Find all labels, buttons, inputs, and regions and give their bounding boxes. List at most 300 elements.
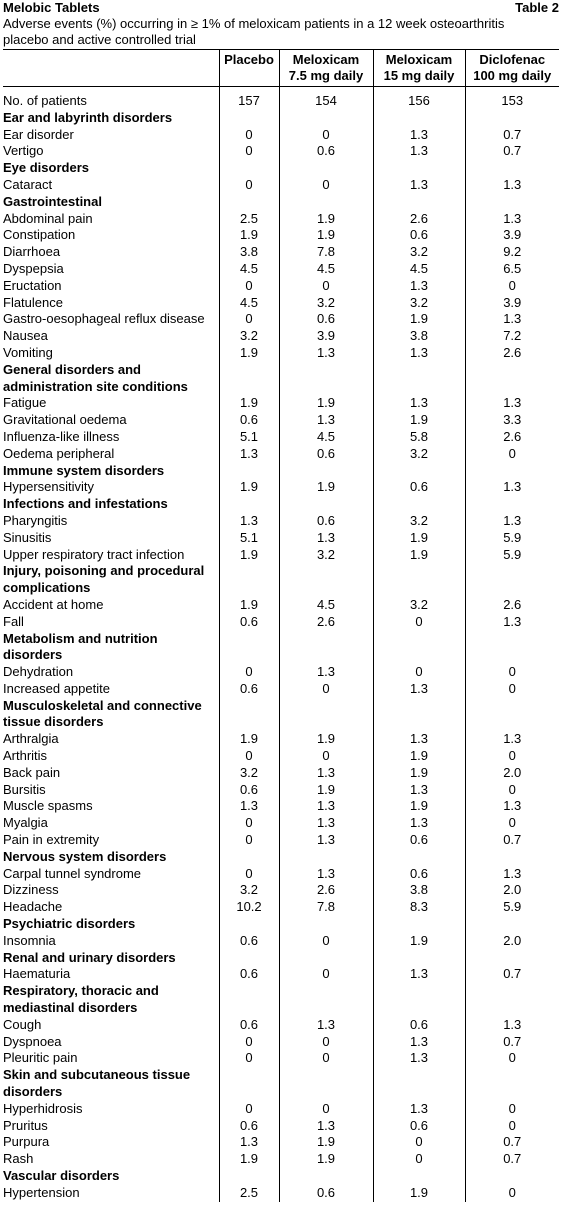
- value-cell: 1.3: [279, 815, 373, 832]
- column-header-line: 15 mg daily: [383, 68, 455, 83]
- value-cell: 2.5: [219, 1185, 279, 1202]
- value-cell: [219, 631, 279, 665]
- value-cell: [465, 194, 559, 211]
- value-cell: [373, 563, 465, 597]
- row-label: Ear disorder: [3, 126, 74, 142]
- value-cell: 1.9: [279, 1151, 373, 1168]
- row-label: Upper respiratory tract infection: [3, 546, 185, 562]
- category-row: [3, 496, 559, 513]
- value-cell: 0: [373, 1134, 465, 1151]
- category-row: [3, 950, 559, 967]
- value-cell: 3.2: [219, 328, 279, 345]
- table-row: [3, 933, 559, 950]
- value-cell: [465, 1168, 559, 1185]
- row-label: Insomnia: [3, 932, 56, 948]
- value-cell: 1.3: [373, 1050, 465, 1067]
- value-cell: 1.9: [279, 1134, 373, 1151]
- category-row: [3, 563, 559, 597]
- value-cell: 1.3: [373, 278, 465, 295]
- caption-line: Adverse events (%) occurring in ≥ 1% of meloxicam patients in a 12 week osteoarthritis: [3, 16, 505, 31]
- value-cell: 3.8: [219, 244, 279, 261]
- value-cell: 1.3: [465, 866, 559, 883]
- row-label: Gastro-oesophageal reflux disease: [3, 311, 205, 327]
- value-cell: 0: [279, 1101, 373, 1118]
- page-header: [3, 0, 559, 16]
- value-cell: 2.0: [465, 933, 559, 950]
- value-cell: 0.7: [465, 143, 559, 160]
- category-label: Ear and labyrinth disorders: [3, 109, 173, 125]
- value-cell: 0.6: [373, 1017, 465, 1034]
- value-cell: 1.3: [373, 681, 465, 698]
- table-row: [3, 664, 559, 681]
- value-cell: 3.2: [373, 295, 465, 312]
- value-cell: [219, 1067, 279, 1101]
- value-cell: 0: [219, 1050, 279, 1067]
- value-cell: [373, 194, 465, 211]
- value-cell: 2.6: [465, 597, 559, 614]
- table-row: [3, 311, 559, 328]
- table-row: [3, 832, 559, 849]
- row-label: Dyspepsia: [3, 260, 64, 276]
- value-cell: 0.6: [279, 513, 373, 530]
- value-cell: [219, 110, 279, 127]
- value-cell: 0.6: [373, 832, 465, 849]
- value-cell: [219, 983, 279, 1017]
- value-cell: 5.1: [219, 429, 279, 446]
- category-row: [3, 194, 559, 211]
- category-label: Infections and infestations: [3, 496, 168, 512]
- value-cell: 0: [465, 748, 559, 765]
- value-cell: 5.1: [219, 530, 279, 547]
- value-cell: 3.2: [219, 765, 279, 782]
- table-row: [3, 1101, 559, 1118]
- category-label: Respiratory, thoracic and mediastinal disorders: [3, 983, 159, 1016]
- value-cell: 1.3: [465, 731, 559, 748]
- column-header: [219, 50, 279, 87]
- table-row: [3, 227, 559, 244]
- table-row: [3, 244, 559, 261]
- row-label: No. of patients: [3, 93, 87, 108]
- table-row: [3, 177, 559, 194]
- value-cell: 0.6: [279, 1185, 373, 1202]
- value-cell: 1.3: [279, 1017, 373, 1034]
- value-cell: 2.0: [465, 765, 559, 782]
- row-label: Purpura: [3, 1134, 50, 1150]
- table-body: [3, 87, 559, 1202]
- value-cell: 0: [373, 664, 465, 681]
- value-cell: 9.2: [465, 244, 559, 261]
- value-cell: [279, 1168, 373, 1185]
- row-label: Hyperhidrosis: [3, 1100, 83, 1116]
- value-cell: 0: [279, 278, 373, 295]
- value-cell: 0: [279, 681, 373, 698]
- table-row: [3, 295, 559, 312]
- value-cell: 1.9: [219, 1151, 279, 1168]
- value-cell: 1.3: [465, 614, 559, 631]
- row-label: Influenza-like illness: [3, 428, 120, 444]
- table-row: [3, 412, 559, 429]
- value-cell: [219, 950, 279, 967]
- value-cell: 1.9: [373, 798, 465, 815]
- row-label: Hypersensitivity: [3, 479, 95, 495]
- category-row: [3, 631, 559, 665]
- value-cell: 1.9: [219, 547, 279, 564]
- value-cell: 1.3: [279, 412, 373, 429]
- table-row: [3, 1134, 559, 1151]
- value-cell: 3.2: [373, 446, 465, 463]
- category-label: Gastrointestinal: [3, 193, 102, 209]
- value-cell: 0: [219, 815, 279, 832]
- value-cell: 2.6: [465, 429, 559, 446]
- table-row: [3, 479, 559, 496]
- value-cell: 3.2: [279, 295, 373, 312]
- value-cell: 1.9: [373, 412, 465, 429]
- column-header-line: Meloxicam: [292, 52, 360, 67]
- category-row: [3, 463, 559, 480]
- value-cell: 1.9: [219, 227, 279, 244]
- value-cell: 1.9: [373, 765, 465, 782]
- table-row: [3, 547, 559, 564]
- value-cell: [373, 1168, 465, 1185]
- table-row: [3, 395, 559, 412]
- value-cell: 1.3: [373, 1034, 465, 1051]
- document-page: [3, 0, 559, 1202]
- value-cell: 7.8: [279, 899, 373, 916]
- value-cell: 0: [279, 933, 373, 950]
- value-cell: 0.6: [373, 227, 465, 244]
- category-label: Eye disorders: [3, 160, 89, 176]
- row-label: Dizziness: [3, 882, 59, 898]
- row-label: Dehydration: [3, 664, 74, 680]
- column-header: [373, 50, 465, 87]
- value-cell: 3.9: [465, 295, 559, 312]
- value-cell: 0: [279, 177, 373, 194]
- value-cell: 2.6: [279, 882, 373, 899]
- table-row: [3, 345, 559, 362]
- column-header: [465, 50, 559, 87]
- value-cell: 0: [279, 966, 373, 983]
- value-cell: [279, 698, 373, 732]
- value-cell: [279, 194, 373, 211]
- value-cell: 0: [219, 832, 279, 849]
- value-cell: [373, 849, 465, 866]
- row-label: Arthritis: [3, 748, 48, 764]
- table-row: [3, 748, 559, 765]
- value-cell: [219, 849, 279, 866]
- table-row: [3, 866, 559, 883]
- category-label: Musculoskeletal and connective tissue disorders: [3, 697, 202, 730]
- value-cell: 1.3: [465, 177, 559, 194]
- value-cell: [373, 631, 465, 665]
- value-cell: 1.9: [219, 345, 279, 362]
- value-cell: 0: [465, 782, 559, 799]
- value-cell: [373, 698, 465, 732]
- value-cell: 1.3: [373, 815, 465, 832]
- row-label: Constipation: [3, 227, 76, 243]
- table-row: [3, 614, 559, 631]
- value-cell: [373, 983, 465, 1017]
- category-label: Nervous system disorders: [3, 848, 167, 864]
- value-cell: 0: [279, 748, 373, 765]
- row-label: Vomiting: [3, 344, 53, 360]
- column-header-line: 7.5 mg daily: [288, 68, 364, 83]
- value-cell: 3.2: [373, 597, 465, 614]
- category-row: [3, 849, 559, 866]
- table-row: [3, 782, 559, 799]
- value-cell: [373, 110, 465, 127]
- value-cell: [373, 950, 465, 967]
- value-cell: 0: [219, 143, 279, 160]
- row-label: Fall: [3, 613, 24, 629]
- value-cell: 1.3: [373, 395, 465, 412]
- value-cell: 0.6: [219, 681, 279, 698]
- value-cell: 0: [465, 681, 559, 698]
- table-row: [3, 882, 559, 899]
- value-cell: 0: [465, 446, 559, 463]
- value-cell: 0.6: [373, 479, 465, 496]
- value-cell: 0: [373, 614, 465, 631]
- value-cell: [465, 983, 559, 1017]
- value-cell: 1.9: [279, 479, 373, 496]
- value-cell: 0: [465, 278, 559, 295]
- table-row: [3, 211, 559, 228]
- table-number: Table 2: [515, 0, 559, 15]
- value-cell: 0.6: [279, 311, 373, 328]
- row-label: Accident at home: [3, 596, 104, 612]
- value-cell: 0.6: [219, 1017, 279, 1034]
- value-cell: 1.9: [279, 731, 373, 748]
- value-cell: 0.7: [465, 1134, 559, 1151]
- table-row: [3, 429, 559, 446]
- value-cell: [465, 631, 559, 665]
- value-cell: 3.9: [279, 328, 373, 345]
- table-row: [3, 513, 559, 530]
- table-row: [3, 143, 559, 160]
- row-label: Rash: [3, 1151, 34, 1167]
- value-cell: 1.3: [465, 513, 559, 530]
- value-cell: 1.3: [279, 1118, 373, 1135]
- value-cell: 1.9: [279, 782, 373, 799]
- row-label: Arthralgia: [3, 731, 59, 747]
- row-label: Carpal tunnel syndrome: [3, 865, 142, 881]
- column-header: [3, 50, 219, 87]
- value-cell: 0.7: [465, 1151, 559, 1168]
- value-cell: 3.2: [373, 244, 465, 261]
- category-label: Psychiatric disorders: [3, 916, 136, 932]
- value-cell: 1.3: [373, 127, 465, 144]
- value-cell: 0.7: [465, 832, 559, 849]
- category-row: [3, 983, 559, 1017]
- row-label: Nausea: [3, 328, 48, 344]
- value-cell: 0: [279, 1050, 373, 1067]
- value-cell: [219, 1168, 279, 1185]
- value-cell: 1.9: [279, 211, 373, 228]
- value-cell: [465, 160, 559, 177]
- value-cell: 1.9: [373, 547, 465, 564]
- value-cell: 0.6: [219, 614, 279, 631]
- category-label: General disorders and administration site conditions: [3, 361, 188, 394]
- row-label: Bursitis: [3, 781, 46, 797]
- value-cell: 0.7: [465, 1034, 559, 1051]
- value-cell: 0.6: [279, 143, 373, 160]
- row-label: Back pain: [3, 764, 61, 780]
- value-cell: 1.9: [219, 597, 279, 614]
- value-cell: [279, 110, 373, 127]
- value-cell: [279, 1067, 373, 1101]
- value-cell: [373, 916, 465, 933]
- value-cell: 1.3: [373, 731, 465, 748]
- row-label: Muscle spasms: [3, 798, 93, 814]
- value-cell: 0.6: [219, 1118, 279, 1135]
- value-cell: 1.9: [373, 530, 465, 547]
- value-cell: 0: [465, 1185, 559, 1202]
- table-row: [3, 597, 559, 614]
- value-cell: 1.9: [373, 311, 465, 328]
- row-label: Eructation: [3, 277, 62, 293]
- value-cell: [279, 849, 373, 866]
- value-cell: 1.3: [279, 866, 373, 883]
- table-row: [3, 1151, 559, 1168]
- value-cell: [219, 160, 279, 177]
- value-cell: 4.5: [279, 597, 373, 614]
- table-row: [3, 446, 559, 463]
- category-row: [3, 160, 559, 177]
- value-cell: 0.6: [219, 782, 279, 799]
- value-cell: [219, 563, 279, 597]
- value-cell: [279, 463, 373, 480]
- value-cell: 1.9: [219, 395, 279, 412]
- value-cell: 1.3: [219, 798, 279, 815]
- row-label: Hypertension: [3, 1184, 80, 1200]
- value-cell: 4.5: [219, 295, 279, 312]
- value-cell: 1.3: [279, 530, 373, 547]
- category-row: [3, 698, 559, 732]
- value-cell: 5.9: [465, 530, 559, 547]
- value-cell: 2.6: [279, 614, 373, 631]
- row-label: Pleuritic pain: [3, 1050, 78, 1066]
- value-cell: [279, 950, 373, 967]
- value-cell: 1.3: [219, 446, 279, 463]
- value-cell: 5.8: [373, 429, 465, 446]
- value-cell: 0: [219, 748, 279, 765]
- value-cell: 3.3: [465, 412, 559, 429]
- table-row: [3, 798, 559, 815]
- row-label: Headache: [3, 899, 63, 915]
- table-row: [3, 1118, 559, 1135]
- value-cell: 0.6: [219, 966, 279, 983]
- value-cell: 3.8: [373, 882, 465, 899]
- row-label: Myalgia: [3, 815, 48, 831]
- row-label: Pharyngitis: [3, 512, 68, 528]
- value-cell: 0.6: [373, 866, 465, 883]
- value-cell: 3.8: [373, 328, 465, 345]
- value-cell: [279, 631, 373, 665]
- row-label: Dyspnoea: [3, 1033, 62, 1049]
- value-cell: [373, 160, 465, 177]
- value-cell: 156: [373, 87, 465, 110]
- value-cell: [219, 916, 279, 933]
- column-header-line: Placebo: [224, 52, 274, 67]
- value-cell: 1.9: [279, 227, 373, 244]
- value-cell: 2.5: [219, 211, 279, 228]
- value-cell: [219, 362, 279, 396]
- value-cell: 1.9: [373, 748, 465, 765]
- table-row: [3, 731, 559, 748]
- value-cell: [465, 916, 559, 933]
- value-cell: [279, 983, 373, 1017]
- value-cell: 1.9: [279, 395, 373, 412]
- table-row: [3, 1050, 559, 1067]
- value-cell: [373, 496, 465, 513]
- value-cell: 1.3: [373, 143, 465, 160]
- value-cell: 0: [219, 1101, 279, 1118]
- value-cell: [465, 950, 559, 967]
- category-label: Vascular disorders: [3, 1168, 120, 1183]
- value-cell: 0.7: [465, 127, 559, 144]
- row-label: Oedema peripheral: [3, 445, 115, 461]
- value-cell: 0.6: [219, 933, 279, 950]
- value-cell: [373, 463, 465, 480]
- table-row: [3, 1034, 559, 1051]
- table-row: [3, 815, 559, 832]
- value-cell: [373, 1067, 465, 1101]
- category-row: [3, 1067, 559, 1101]
- row-label: Cataract: [3, 176, 53, 192]
- brand-title: Melobic Tablets: [3, 0, 100, 15]
- value-cell: 0: [279, 1034, 373, 1051]
- value-cell: 2.0: [465, 882, 559, 899]
- value-cell: [219, 698, 279, 732]
- table-row: [3, 899, 559, 916]
- value-cell: 1.3: [279, 765, 373, 782]
- value-cell: 0: [279, 127, 373, 144]
- value-cell: 1.3: [279, 798, 373, 815]
- row-label: Fatigue: [3, 395, 47, 411]
- value-cell: 1.3: [279, 664, 373, 681]
- value-cell: 1.9: [219, 731, 279, 748]
- table-row: [3, 87, 559, 110]
- value-cell: 153: [465, 87, 559, 110]
- value-cell: 0.6: [219, 412, 279, 429]
- table-row: [3, 681, 559, 698]
- value-cell: 1.3: [373, 782, 465, 799]
- value-cell: 2.6: [373, 211, 465, 228]
- value-cell: 0: [465, 664, 559, 681]
- row-label: Cough: [3, 1016, 42, 1032]
- value-cell: 10.2: [219, 899, 279, 916]
- category-label: Injury, poisoning and procedural complications: [3, 563, 205, 596]
- category-label: Skin and subcutaneous tissue disorders: [3, 1067, 191, 1100]
- value-cell: 6.5: [465, 261, 559, 278]
- value-cell: [465, 1067, 559, 1101]
- category-row: [3, 110, 559, 127]
- value-cell: 0.6: [279, 446, 373, 463]
- row-label: Vertigo: [3, 143, 44, 159]
- table-row: [3, 530, 559, 547]
- value-cell: 4.5: [279, 261, 373, 278]
- category-row: [3, 362, 559, 396]
- value-cell: 5.9: [465, 899, 559, 916]
- value-cell: 1.3: [465, 798, 559, 815]
- table-row: [3, 328, 559, 345]
- value-cell: 1.3: [465, 1017, 559, 1034]
- value-cell: [279, 160, 373, 177]
- row-label: Increased appetite: [3, 680, 110, 696]
- table-row: [3, 1017, 559, 1034]
- value-cell: 2.6: [465, 345, 559, 362]
- value-cell: [465, 849, 559, 866]
- row-label: Sinusitis: [3, 529, 52, 545]
